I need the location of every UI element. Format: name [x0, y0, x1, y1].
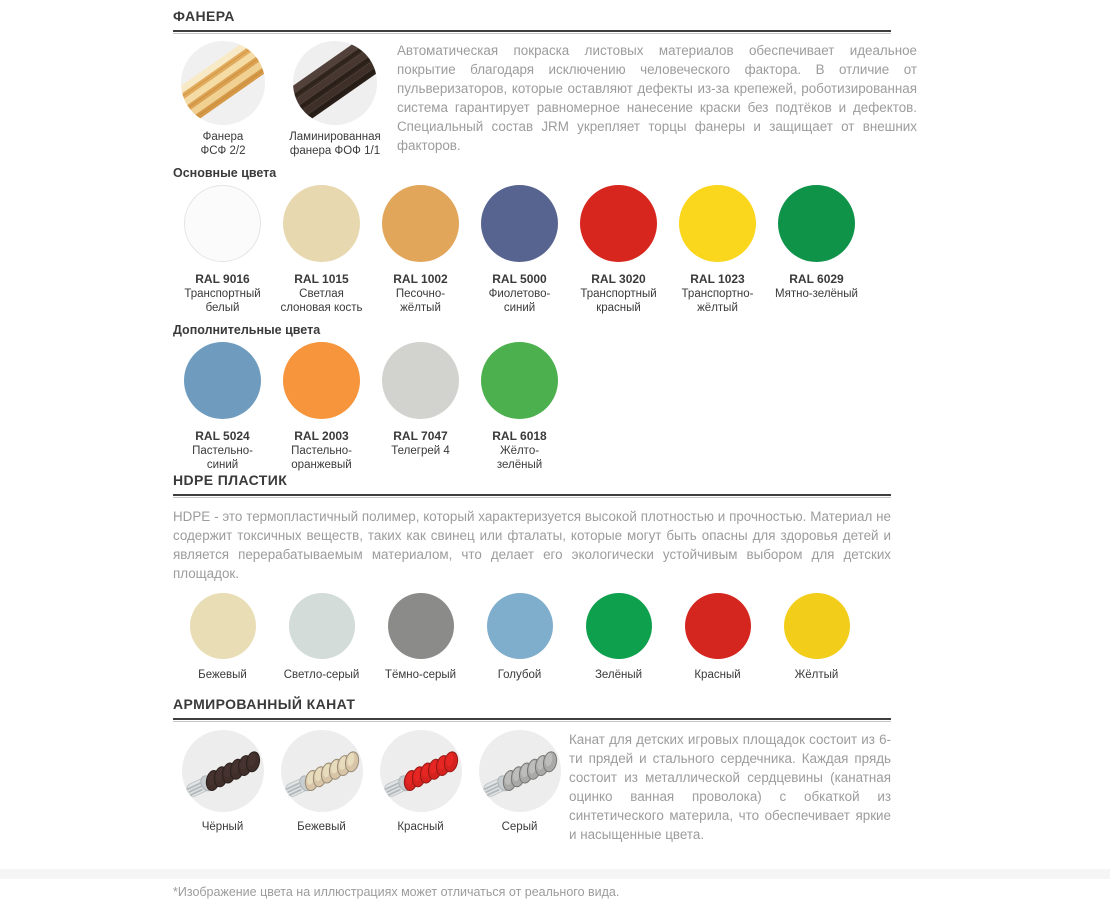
color-name-label: жёлтый — [697, 302, 738, 314]
color-name-label: Бежевый — [198, 669, 247, 681]
section-title-rope: АРМИРОВАННЫЙ КАНАТ — [173, 696, 356, 712]
color-name-label: синий — [503, 302, 536, 314]
rope-description: Канат для детских игровых площадок состоит из 6-ти прядей и стального сердечника. Каждая прядь состоит из металлической сердцевины (канатная оцинко ванная проволока) с обкаткой из синтетического материла, что обеспечивает яркие и насыщенные цвета. — [569, 732, 891, 842]
color-name-label: Транспортно- — [681, 288, 754, 300]
plywood-type-label-line: Фанера — [202, 131, 244, 143]
color-circle — [184, 342, 261, 419]
ral-code-label: RAL 9016 — [195, 272, 250, 286]
color-circle — [685, 593, 751, 659]
section-divider — [173, 718, 891, 722]
color-name-label: Светлая — [299, 288, 344, 300]
color-circle — [184, 185, 261, 262]
color-name-label: красный — [596, 302, 641, 314]
section-divider — [173, 494, 891, 498]
color-circle — [586, 593, 652, 659]
color-name-label: Тёмно-серый — [384, 669, 457, 681]
section-plywood — [173, 8, 917, 472]
rope-icon — [380, 730, 462, 812]
rope-swatch — [371, 730, 470, 834]
color-swatch — [470, 185, 569, 315]
page-content — [173, 0, 917, 913]
color-name-label: синий — [206, 459, 239, 471]
color-name-label: Телегрей 4 — [391, 445, 450, 457]
color-name-label: Пастельно- — [291, 445, 352, 457]
color-circle — [283, 185, 360, 262]
plywood-type — [273, 41, 397, 158]
plywood-type — [173, 41, 273, 158]
ral-code-label: RAL 5000 — [492, 272, 547, 286]
ral-code-label: RAL 2003 — [294, 429, 349, 443]
plywood-type-label — [273, 130, 397, 158]
color-circle — [778, 185, 855, 262]
color-swatch — [569, 185, 668, 315]
ral-code-label: RAL 6029 — [789, 272, 844, 286]
plywood-dark-icon — [273, 41, 397, 125]
hdpe-colors-row — [173, 593, 891, 682]
color-name-label: Красный — [694, 669, 741, 681]
footer-band — [0, 869, 1110, 879]
hdpe-description: HDPE - это термопластичный полимер, который характеризуется высокой плотностью и прочностью. Материал не содержит токсичных веществ, таких как свинец или фталаты, которые могут быть опасны для здоровья детей и является перерабатываемым материалом, что делает его экологически устойчивым выбором для детских площадок. — [173, 509, 891, 581]
color-name-label: Голубой — [497, 669, 542, 681]
color-swatch — [569, 593, 668, 682]
color-swatch — [470, 342, 569, 472]
main-colors-label: Основные цвета — [173, 166, 277, 180]
additional-colors-row — [173, 342, 891, 472]
color-circle — [679, 185, 756, 262]
plywood-type-label-line: ФСФ 2/2 — [200, 145, 246, 157]
plywood-type-label-line: фанера ФОФ 1/1 — [289, 145, 381, 157]
color-swatch — [272, 593, 371, 682]
color-name-label: жёлтый — [400, 302, 441, 314]
rope-swatch — [173, 730, 272, 834]
color-name-label: Транспортный — [580, 288, 657, 300]
plywood-types-row — [173, 41, 917, 158]
color-swatch — [371, 342, 470, 472]
color-circle — [388, 593, 454, 659]
color-swatch — [668, 593, 767, 682]
plywood-description: Автоматическая покраска листовых материалов обеспечивает идеальное покрытие благодаря исключению человеческого фактора. В отличие от пульверизаторов, которые оставляют дефекты из-за крепежей, роботизированная система гарантирует равномерное нанесение краски без подтёков и дефектов. Специальный состав JRM укрепляет торцы фанеры и защищает от внешних факторов. — [397, 43, 917, 153]
plywood-type-label — [173, 130, 273, 158]
color-name-label: Светло-серый — [283, 669, 360, 681]
color-name-label: Жёлто- — [499, 445, 540, 457]
ral-code-label: RAL 7047 — [393, 429, 448, 443]
section-divider — [173, 30, 891, 34]
rope-color-label: Красный — [397, 821, 444, 833]
color-swatch — [173, 593, 272, 682]
color-name-label: Жёлтый — [794, 669, 839, 681]
color-name-label: Песочно- — [395, 288, 446, 300]
color-circle — [283, 342, 360, 419]
rope-icon — [479, 730, 561, 812]
rope-color-label: Чёрный — [201, 821, 244, 833]
color-circle — [190, 593, 256, 659]
rope-swatches — [173, 730, 569, 834]
color-name-label: Зелёный — [594, 669, 643, 681]
color-swatch — [767, 593, 866, 682]
color-circle — [481, 342, 558, 419]
ral-code-label: RAL 1023 — [690, 272, 745, 286]
color-name-label: Транспортный — [184, 288, 261, 300]
rope-icon — [281, 730, 363, 812]
color-swatch — [173, 185, 272, 315]
color-circle — [784, 593, 850, 659]
plywood-type-label-line: Ламинированная — [289, 131, 381, 143]
color-swatch — [173, 342, 272, 472]
ral-code-label: RAL 3020 — [591, 272, 646, 286]
color-swatch — [272, 342, 371, 472]
section-hdpe — [173, 472, 891, 682]
color-name-label: слоновая кость — [280, 302, 363, 314]
section-rope — [173, 696, 891, 844]
color-circle — [481, 185, 558, 262]
plywood-light-icon — [173, 41, 273, 125]
color-swatch — [371, 593, 470, 682]
plywood-types — [173, 41, 397, 158]
color-swatch — [767, 185, 866, 315]
rope-color-label: Серый — [501, 821, 538, 833]
color-swatch — [272, 185, 371, 315]
color-circle — [382, 342, 459, 419]
ral-code-label: RAL 1015 — [294, 272, 349, 286]
footnote: *Изображение цвета на иллюстрациях может отличаться от реального вида. — [173, 885, 620, 899]
rope-swatch — [272, 730, 371, 834]
rope-icon — [182, 730, 264, 812]
ral-code-label: RAL 5024 — [195, 429, 250, 443]
section-title-hdpe: HDPE ПЛАСТИК — [173, 472, 288, 488]
main-colors-row — [173, 185, 891, 315]
color-name-label: зелёный — [496, 459, 543, 471]
section-title-plywood: ФАНЕРА — [173, 8, 235, 24]
color-name-label: оранжевый — [291, 459, 352, 471]
color-name-label: Фиолетово- — [488, 288, 551, 300]
color-swatch — [470, 593, 569, 682]
rope-swatch — [470, 730, 569, 834]
color-name-label: Мятно-зелёный — [775, 288, 858, 300]
color-swatch — [668, 185, 767, 315]
color-circle — [289, 593, 355, 659]
rope-color-label: Бежевый — [297, 821, 346, 833]
color-name-label: белый — [205, 302, 240, 314]
color-name-label: Пастельно- — [192, 445, 253, 457]
additional-colors-label: Дополнительные цвета — [173, 323, 321, 337]
color-circle — [487, 593, 553, 659]
rope-row — [173, 730, 891, 844]
ral-code-label: RAL 1002 — [393, 272, 448, 286]
color-circle — [580, 185, 657, 262]
color-swatch — [371, 185, 470, 315]
color-circle — [382, 185, 459, 262]
ral-code-label: RAL 6018 — [492, 429, 547, 443]
